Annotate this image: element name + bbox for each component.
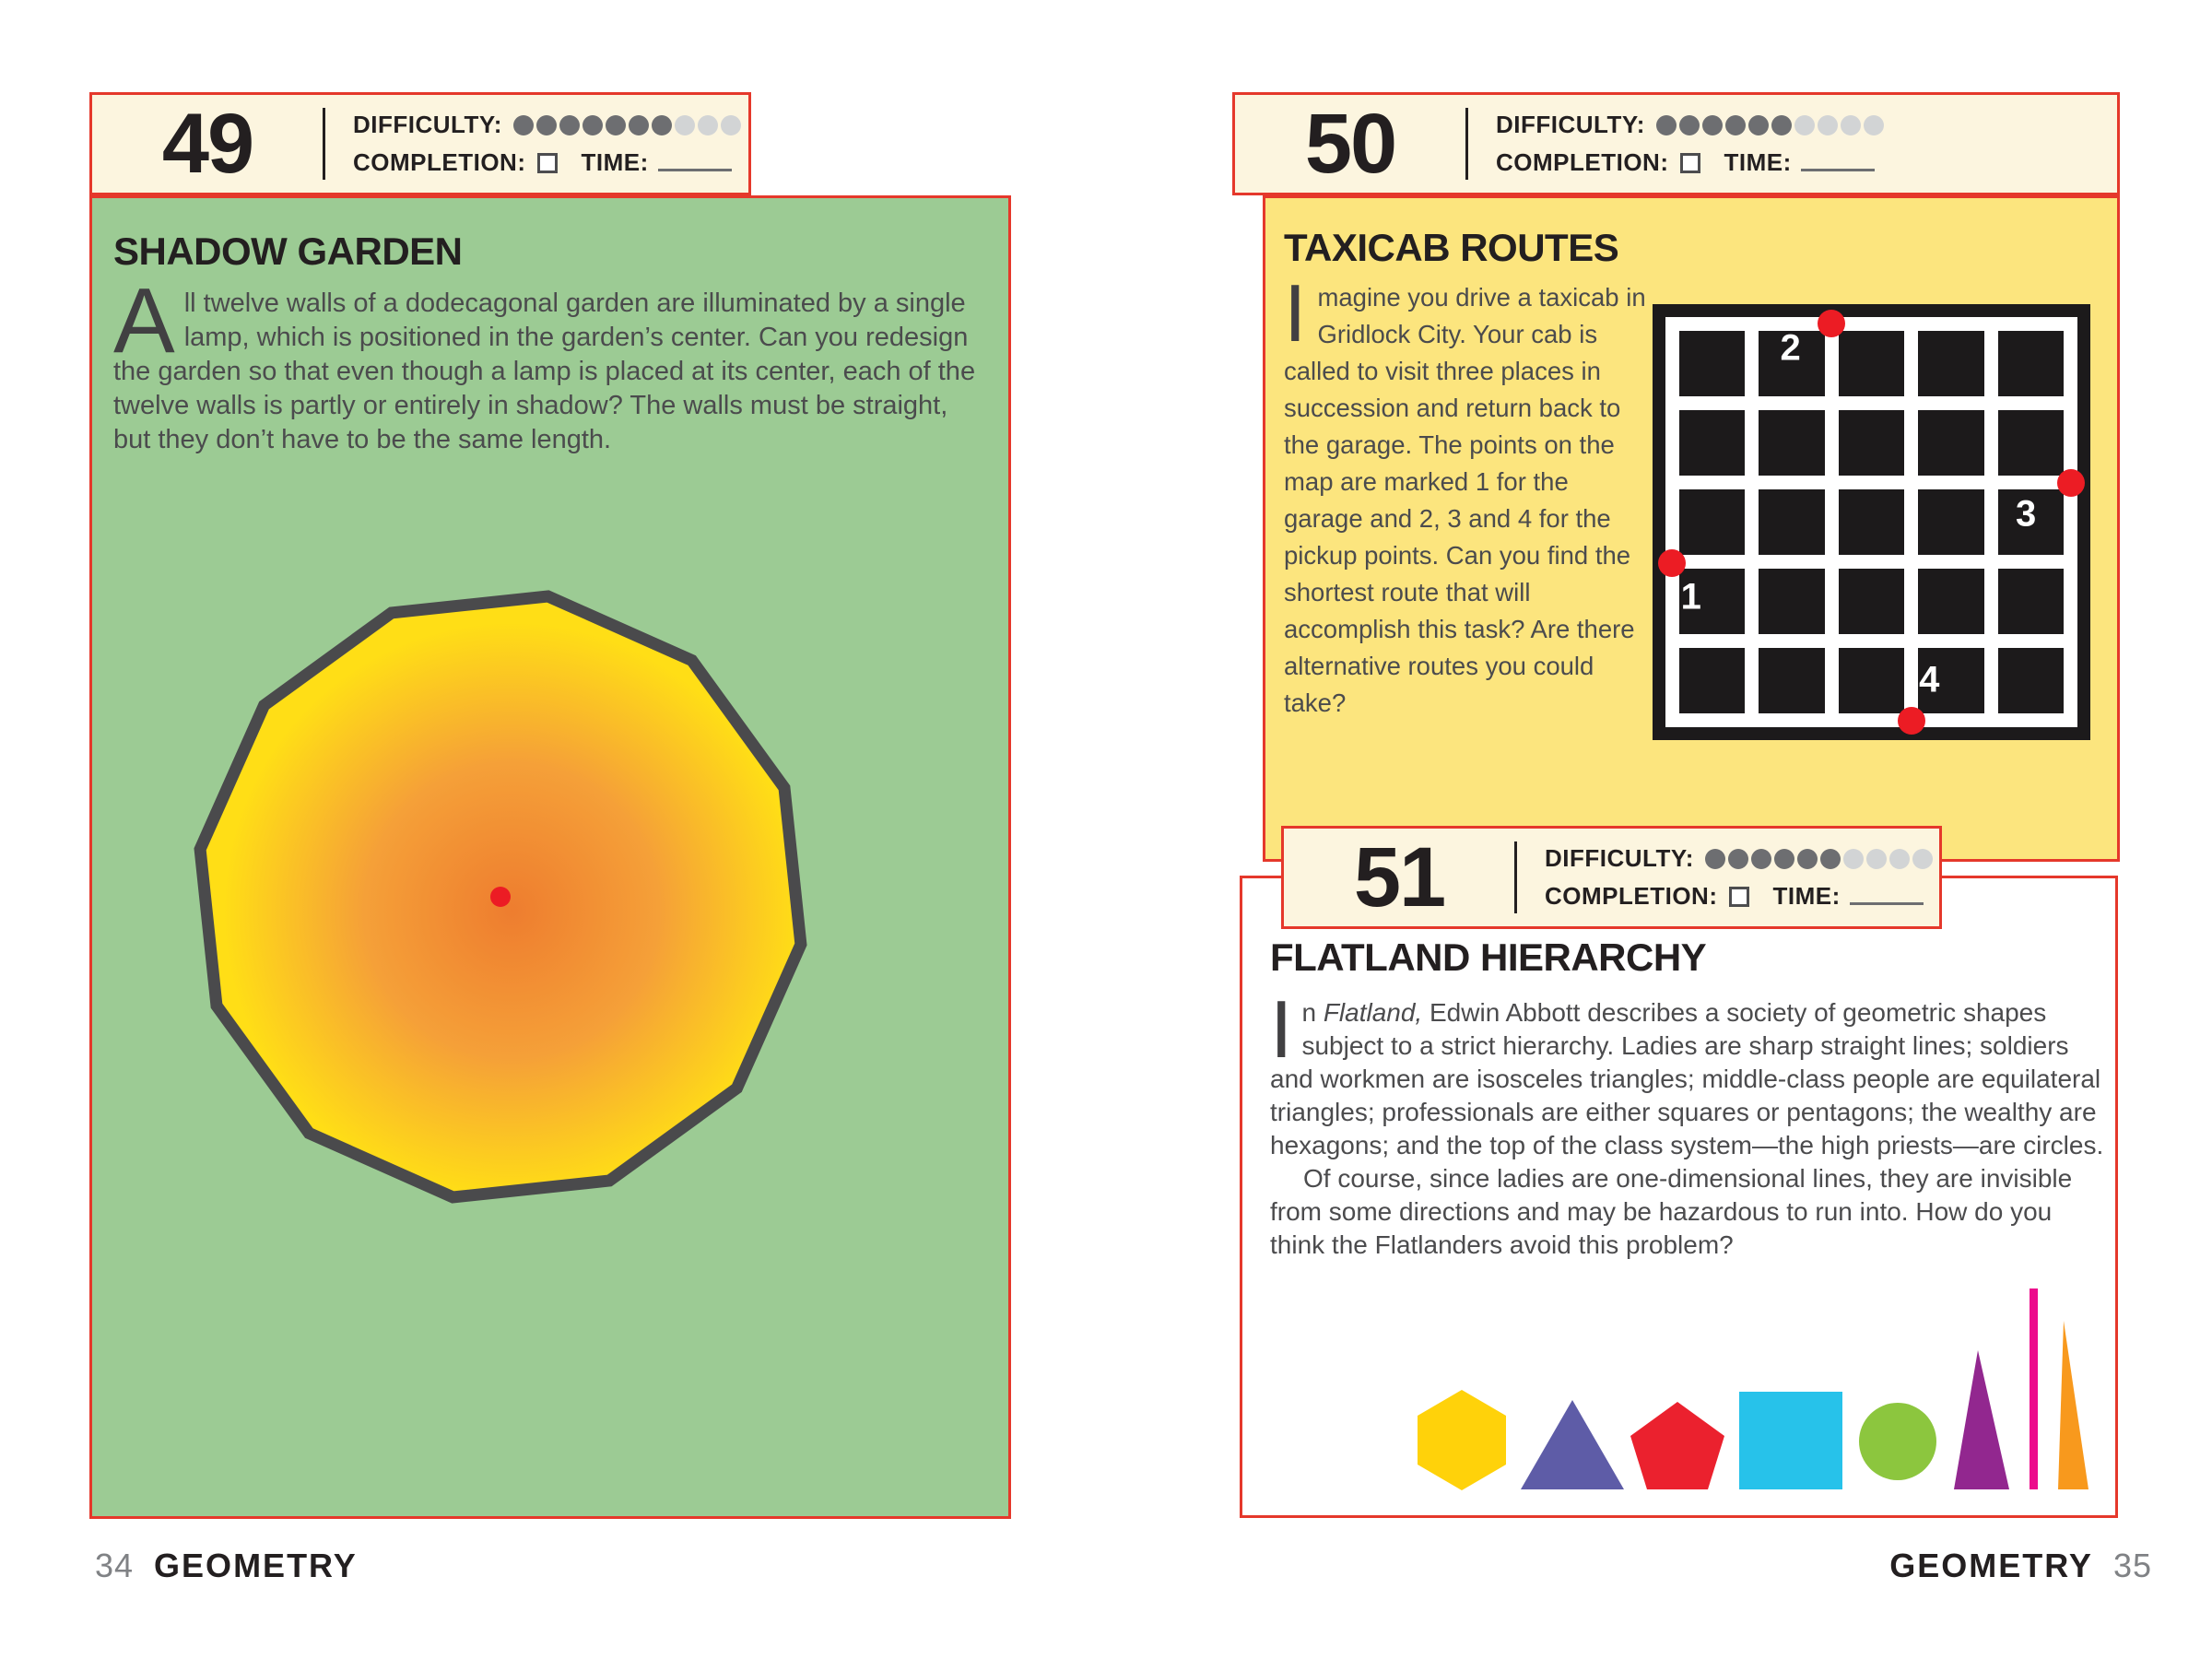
map-point-label-2: 2	[1780, 327, 1801, 369]
difficulty-row	[1545, 844, 1933, 873]
circle-shape	[1859, 1403, 1936, 1480]
map-point-dot-2	[1818, 310, 1845, 337]
puzzle-meta	[325, 111, 741, 177]
map-overlay	[1653, 304, 2090, 740]
completion-checkbox[interactable]	[537, 153, 558, 173]
completion-row	[353, 148, 741, 177]
difficulty-dot-filled	[1771, 115, 1792, 135]
difficulty-dot-filled	[1705, 849, 1725, 869]
narrow-triangle-shape	[1954, 1350, 2009, 1489]
puzzle-50-title: TAXICAB ROUTES	[1284, 226, 1619, 269]
completion-row	[1496, 148, 1884, 177]
puzzle-number: 51	[1353, 830, 1445, 924]
difficulty-dot-filled	[629, 115, 649, 135]
difficulty-dots	[1705, 849, 1933, 869]
time-label: TIME:	[1724, 148, 1792, 176]
puzzle-50-body: Imagine you drive a taxicab in Gridlock City. Your cab is called to visit three places in succession and return back to the garage. The points on the map are marked 1 for the garage and 2, 3 and 4 for the pickup points. Can you find the shortest route that will accomplish this task? Are there alternative routes you could take?	[1284, 267, 1646, 717]
puzzle-49-panel	[89, 195, 1011, 1519]
map-point-dot-4	[1898, 707, 1925, 735]
square-shape	[1739, 1392, 1842, 1489]
dropcap: A	[113, 269, 175, 372]
difficulty-label: DIFFICULTY:	[353, 111, 502, 138]
difficulty-dot-filled	[513, 115, 534, 135]
difficulty-dot-filled	[1820, 849, 1841, 869]
difficulty-label: DIFFICULTY:	[1545, 844, 1694, 872]
completion-checkbox[interactable]	[1680, 153, 1700, 173]
book-title-italic: Flatland,	[1323, 998, 1423, 1027]
isosceles-triangle-shape	[1521, 1400, 1624, 1489]
difficulty-dot-filled	[536, 115, 557, 135]
gridlock-city-map	[1653, 304, 2090, 740]
difficulty-row	[353, 111, 741, 139]
puzzle-number: 49	[161, 97, 253, 191]
page-number: 34	[95, 1547, 135, 1584]
puzzle-49-header	[89, 92, 751, 195]
footer-left	[95, 1547, 358, 1585]
pentagon-shape	[1630, 1402, 1724, 1489]
completion-label: COMPLETION:	[1496, 148, 1669, 176]
dodecagon-garden-figure	[92, 583, 1014, 1522]
difficulty-dots	[513, 115, 741, 135]
difficulty-dot-filled	[652, 115, 672, 135]
difficulty-row	[1496, 111, 1884, 139]
puzzle-51-title: FLATLAND HIERARCHY	[1270, 935, 1707, 979]
puzzle-50-header	[1232, 92, 2120, 195]
footer-right	[1889, 1547, 2152, 1585]
difficulty-dot-empty	[1841, 115, 1861, 135]
page-number: 35	[2112, 1547, 2152, 1584]
flatland-shapes-figure	[1242, 1284, 2121, 1500]
map-point-dot-3	[2057, 469, 2085, 497]
difficulty-dots	[1656, 115, 1884, 135]
map-point-label-1: 1	[1680, 576, 1701, 618]
puzzle-49-title: SHADOW GARDEN	[113, 229, 463, 273]
difficulty-dot-empty	[1889, 849, 1910, 869]
difficulty-dot-empty	[1912, 849, 1933, 869]
difficulty-dot-empty	[1818, 115, 1838, 135]
hexagon-shape	[1418, 1390, 1506, 1490]
difficulty-dot-filled	[1728, 849, 1748, 869]
difficulty-dot-empty	[721, 115, 741, 135]
completion-label: COMPLETION:	[1545, 882, 1718, 910]
difficulty-dot-filled	[1656, 115, 1677, 135]
time-label: TIME:	[581, 148, 649, 176]
time-label: TIME:	[1772, 882, 1841, 910]
puzzle-meta	[1468, 111, 1884, 177]
puzzle-50-panel	[1263, 195, 2120, 862]
difficulty-dot-empty	[1864, 115, 1884, 135]
difficulty-dot-filled	[1679, 115, 1700, 135]
difficulty-dot-filled	[1748, 115, 1769, 135]
difficulty-dot-empty	[675, 115, 695, 135]
dropcap: I	[1270, 983, 1293, 1075]
paragraph-1: In Flatland, Edwin Abbott describes a society of geometric shapes subject to a strict hierarchy. Ladies are sharp straight lines; soldiers and workmen are isosceles triangles; middle-class people are equilateral triangles; professionals are either squares or pentagons; the wealthy are hexagons; and the top of the class system—the high priests—are circles.	[1270, 983, 2104, 1159]
completion-checkbox[interactable]	[1729, 887, 1749, 907]
completion-label: COMPLETION:	[353, 148, 526, 176]
puzzle-51-panel	[1240, 876, 2118, 1518]
section-title: GEOMETRY	[154, 1547, 358, 1584]
map-point-label-4: 4	[1919, 659, 1940, 700]
puzzle-meta	[1517, 844, 1933, 911]
difficulty-dot-filled	[1751, 849, 1771, 869]
puzzle-49-body: All twelve walls of a dodecagonal garden are illuminated by a single lamp, which is positioned in the garden’s center. Can you redesign the garden so that even though a lamp is placed at its center, each of the twelve walls is partly or entirely in shadow? The walls must be straight, but they don’t have to be the same length.	[113, 269, 976, 454]
time-blank[interactable]	[1801, 155, 1875, 171]
map-point-label-3: 3	[2016, 493, 2037, 535]
time-blank[interactable]	[1850, 888, 1924, 905]
difficulty-dot-filled	[1725, 115, 1746, 135]
completion-row	[1545, 882, 1933, 911]
difficulty-dot-empty	[1843, 849, 1864, 869]
difficulty-dot-empty	[698, 115, 718, 135]
difficulty-dot-empty	[1866, 849, 1887, 869]
dropcap: I	[1284, 267, 1307, 359]
puzzle-51-header	[1281, 826, 1942, 929]
thin-triangle-shape	[2058, 1321, 2088, 1489]
difficulty-dot-filled	[1797, 849, 1818, 869]
map-point-dot-1	[1658, 549, 1686, 577]
difficulty-dot-filled	[559, 115, 580, 135]
paragraph-2: Of course, since ladies are one-dimensional lines, they are invisible from some directions and may be hazardous to run into. How do you think the Flatlanders avoid this problem?	[1270, 1164, 2073, 1259]
difficulty-dot-filled	[582, 115, 603, 135]
difficulty-dot-filled	[1702, 115, 1723, 135]
puzzle-number: 50	[1304, 97, 1396, 191]
difficulty-dot-filled	[1774, 849, 1794, 869]
section-title: GEOMETRY	[1889, 1547, 2093, 1584]
difficulty-label: DIFFICULTY:	[1496, 111, 1645, 138]
puzzle-51-body	[1270, 983, 2104, 1262]
time-blank[interactable]	[658, 155, 732, 171]
line-shape	[2030, 1288, 2038, 1489]
difficulty-dot-empty	[1794, 115, 1815, 135]
lamp-dot	[490, 887, 511, 907]
difficulty-dot-filled	[606, 115, 626, 135]
